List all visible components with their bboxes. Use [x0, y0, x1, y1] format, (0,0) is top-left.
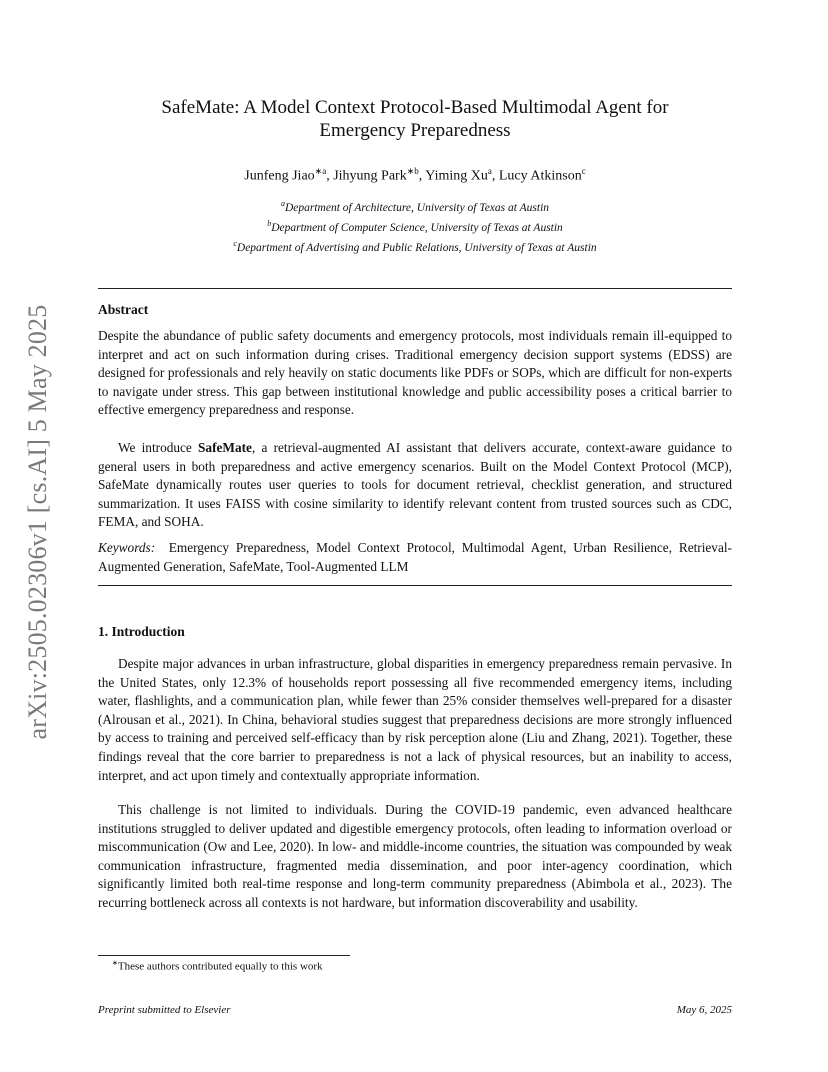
keywords — [98, 539, 732, 576]
footnote-rule — [98, 955, 350, 956]
abstract-heading: Abstract — [98, 302, 149, 317]
keywords-list: Emergency Preparedness, Model Context Protocol, Multimodal Agent, Urban Resilience, Retrieval-Augmented Generation, SafeMate, Tool-Augmented LLM — [98, 540, 732, 574]
affiliation: $^c$Department of Advertising and Public Relations, University of Texas at Austin — [233, 238, 597, 254]
author-name: Yiming Xu — [425, 168, 488, 184]
intro-paragraph-2: This challenge is not limited to individuals. During the COVID-19 pandemic, even advanced healthcare institutions struggled to deliver updated and digestible emergency protocols, often leading to information overload or miscommunication (Ow and Lee, 2020). In low- and middle-income countries, the situation was compounded by weak communication infrastructure, fragmented media dissemination, and poor inter-agency coordination, which significantly limited both real-time response and long-term community preparedness (Abimbola et al., 2023). The recurring bottleneck across all contexts is not hardware, but information discoverability and usability. — [98, 802, 732, 910]
section-heading-introduction: 1. Introduction — [98, 624, 185, 639]
author-name: Jihyung Park — [333, 168, 407, 184]
author-name: Junfeng Jiao — [244, 168, 315, 184]
footnote: ∗These authors contributed equally to this work — [112, 959, 323, 973]
title-line-1: SafeMate: A Model Context Protocol-Based Multimodal Agent for — [161, 97, 669, 118]
arxiv-identifier: arXiv:2505.02306v1 [cs.AI] 5 May 2025 — [23, 304, 52, 740]
affiliation: $^a$Department of Architecture, University of Texas at Austin — [280, 199, 550, 214]
author-marker: c — [581, 166, 586, 176]
footer-date: May 6, 2025 — [676, 1004, 732, 1016]
affiliation: $^b$Department of Computer Science, University of Texas at Austin — [267, 218, 563, 234]
author-name: Lucy Atkinson — [498, 168, 582, 184]
safemate-name: SafeMate — [198, 440, 252, 455]
affiliations — [98, 196, 732, 255]
arxiv-sidebar — [18, 292, 58, 752]
author-marker: a — [487, 166, 492, 176]
author-list: Junfeng Jiao$^{∗a}$, Jihyung Park$^{∗b}$, Yiming Xu$^a$, Lucy Atkinson$^c$ — [244, 166, 586, 184]
author-marker: ∗a — [314, 166, 327, 176]
abstract-paragraph-2: We introduce SafeMate, a retrieval-augmented AI assistant that delivers accurate, context-aware guidance to general users in both preparedness and active emergency scenarios. Built on the Model Context Protocol (MCP), SafeMate dynamically routes user queries to tools for document retrieval, checklist generation, and structured summarization. It uses FAISS with cosine similarity to identify relevant content from trusted sources such as CDC, FEMA, and SOHA. — [98, 440, 732, 530]
keywords-label: Keywords: — [98, 540, 156, 555]
footer-preprint: Preprint submitted to Elsevier — [98, 1004, 231, 1016]
paper-title — [98, 96, 732, 142]
author-marker: ∗b — [406, 166, 419, 176]
abstract-paragraph-1: Despite the abundance of public safety documents and emergency protocols, most individuals remain ill-equipped to interpret and act on such information during crises. Traditional emergency decision support systems (EDSS) are designed for professionals and rely heavily on static documents like PDFs or SOPs, which are difficult for non-experts to navigate under stress. This gap between institutional knowledge and public accessibility poses a critical barrier to effective emergency preparedness and response. — [98, 328, 732, 418]
abstract-top-rule — [98, 288, 732, 289]
intro-paragraph-1: Despite major advances in urban infrastructure, global disparities in emergency preparedness remain pervasive. In the United States, only 12.3% of households report possessing all five recommended emergency items, including water, flashlights, and a communication plan, while fewer than 25% consider themselves well-prepared for a disaster (Alrousan et al., 2021). In China, behavioral studies suggest that preparedness decisions are more strongly influenced by access to training and perceived self-efficacy than by risk perception alone (Liu and Zhang, 2021). Together, these findings reveal that the core barrier to preparedness is not a lack of physical resources, but an inability to access, interpret, and act upon timely and contextually appropriate information. — [98, 656, 732, 783]
abstract-bottom-rule — [98, 585, 732, 586]
title-line-2: Emergency Preparedness — [319, 120, 511, 141]
